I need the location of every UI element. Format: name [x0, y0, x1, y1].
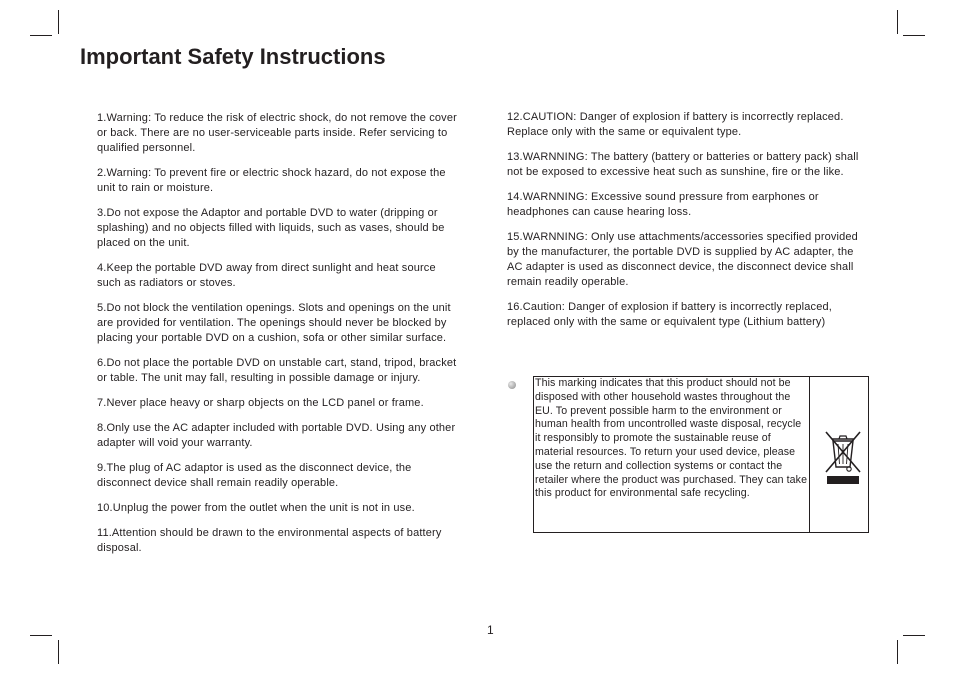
instruction-item: 9.The plug of AC adaptor is used as the disconnect device, the disconnect device shall remain readily operable.	[97, 462, 412, 489]
weee-notice-box	[533, 376, 869, 533]
crossed-out-wheelie-bin-icon	[824, 429, 862, 491]
instruction-item: 7.Never place heavy or sharp objects on the LCD panel or frame.	[97, 397, 424, 409]
instruction-item: 15.WARNNING: Only use attachments/accessories specified provided by the manufacturer, the portable DVD is supplied by AC adapter, the AC adapter is used as disconnect device, the disconnect device shall remain readily operable.	[507, 231, 858, 288]
instruction-item: 12.CAUTION: Danger of explosion if battery is incorrectly replaced. Replace only with the same or equivalent type.	[507, 111, 844, 138]
page-number: 1	[487, 623, 494, 637]
crop-mark	[58, 10, 59, 34]
instruction-item: 13.WARNNING: The battery (battery or batteries or battery pack) shall not be exposed to excessive heat such as sunshine, fire or the like.	[507, 151, 859, 178]
instruction-item: 16.Caution: Danger of explosion if battery is incorrectly replaced, replaced only with the same or equivalent type (Lithium battery)	[507, 301, 832, 328]
weee-notice-text: This marking indicates that this product should not be disposed with other household wastes throughout the EU. To prevent possible harm to the environment or human health from uncontrolled waste disposal, recycle it responsibly to promote the sustainable reuse of material resources. To return your used device, please use the return and collection systems or contact the retailer where the product was purchased. They can take this product for environmental safe recycling.	[534, 377, 810, 532]
instruction-item: 3.Do not expose the Adaptor and portable DVD to water (dripping or splashing) and no objects filled with liquids, such as vases, should be placed on the unit.	[97, 207, 445, 249]
crop-mark	[30, 35, 52, 36]
crop-mark	[58, 640, 59, 664]
instruction-item: 2.Warning: To prevent fire or electric shock hazard, do not expose the unit to rain or moisture.	[97, 167, 446, 194]
instruction-item: 5.Do not block the ventilation openings. Slots and openings on the unit are provided for ventilation. The openings should never be blocked by placing your portable DVD on a cushion, sofa or other similar surface.	[97, 302, 451, 344]
instruction-item: 10.Unplug the power from the outlet when the unit is not in use.	[97, 502, 415, 514]
bullet-icon	[508, 381, 516, 389]
crop-mark	[30, 635, 52, 636]
instruction-item: 11.Attention should be drawn to the environmental aspects of battery disposal.	[97, 527, 442, 554]
instruction-item: 14.WARNNING: Excessive sound pressure from earphones or headphones can cause hearing loss.	[507, 191, 819, 218]
page-title: Important Safety Instructions	[80, 44, 386, 69]
right-column	[507, 110, 869, 340]
left-column	[97, 111, 459, 566]
crop-mark	[897, 640, 898, 664]
instruction-item: 8.Only use the AC adapter included with portable DVD. Using any other adapter will void your warranty.	[97, 422, 456, 449]
instruction-item: 6.Do not place the portable DVD on unstable cart, stand, tripod, bracket or table. The unit may fall, resulting in possible damage or injury.	[97, 357, 457, 384]
crop-mark	[903, 35, 925, 36]
crop-mark	[903, 635, 925, 636]
crop-mark	[897, 10, 898, 34]
instruction-item: 4.Keep the portable DVD away from direct sunlight and heat source such as radiators or stoves.	[97, 262, 436, 289]
instruction-item: 1.Warning: To reduce the risk of electric shock, do not remove the cover or back. There are no user-serviceable parts inside. Refer servicing to qualified personnel.	[97, 112, 457, 154]
